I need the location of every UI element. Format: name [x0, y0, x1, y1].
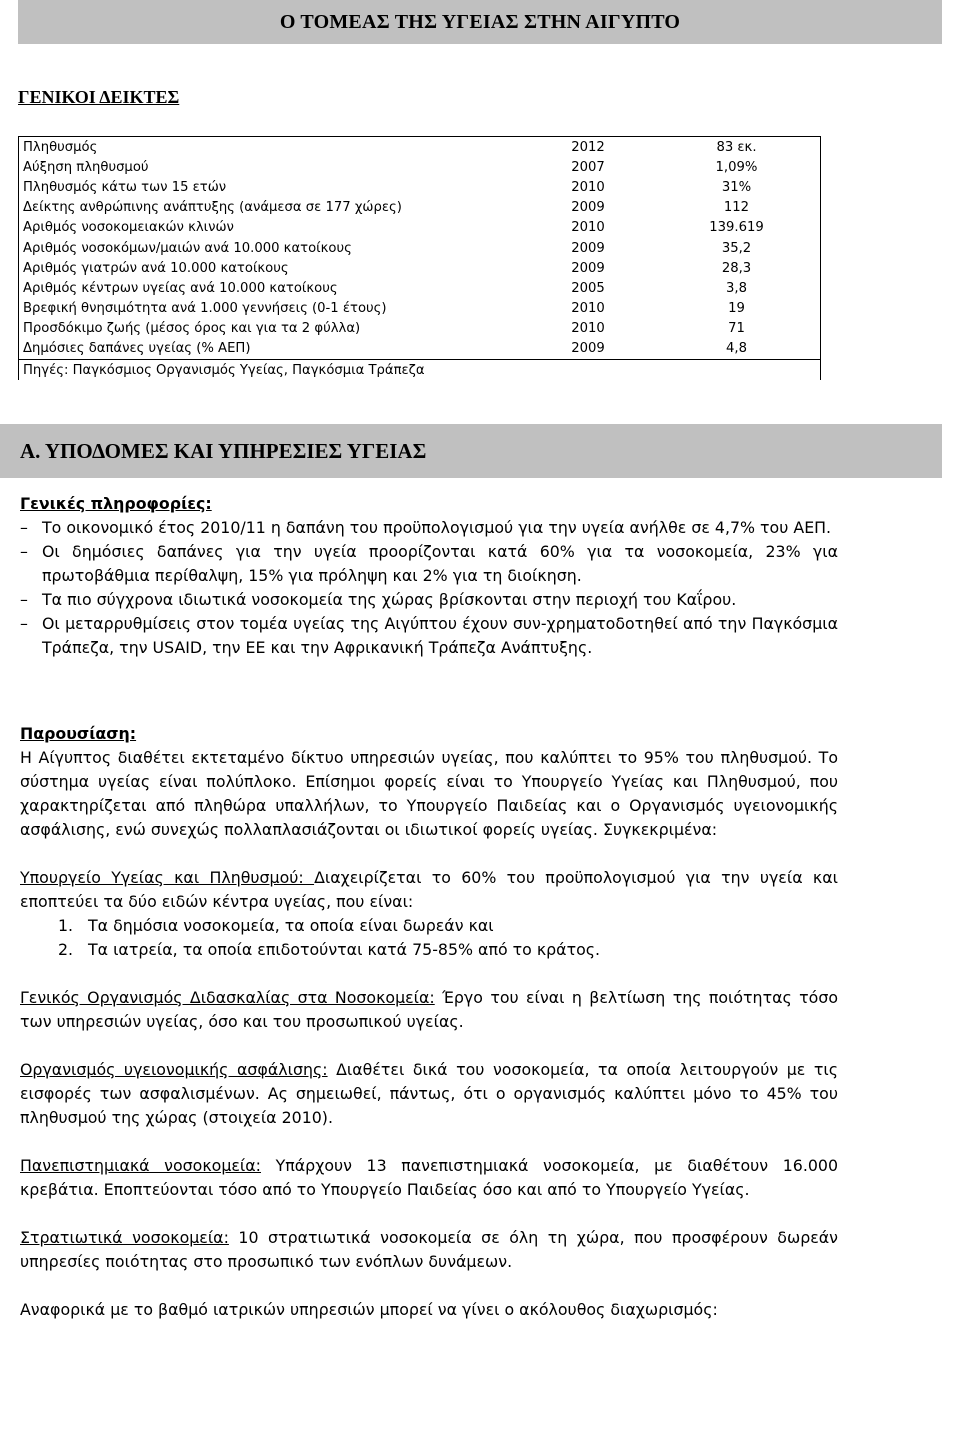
indicators-source: Πηγές: Παγκόσμιος Οργανισμός Υγείας, Παγκόσμια Τράπεζα	[19, 359, 820, 380]
general-info-subheading: Γενικές πληροφορίες:	[20, 494, 212, 513]
indicator-label: Αριθμός γιατρών ανά 10.000 κατοίκους	[23, 260, 289, 276]
list-item-text: Τα ιατρεία, τα οποία επιδοτούνται κατά 75-85% από το κράτος.	[88, 940, 601, 959]
section-a-band	[0, 424, 942, 478]
indicator-label: Αριθμός κέντρων υγείας ανά 10.000 κατοίκους	[23, 280, 338, 296]
list-item	[20, 540, 838, 588]
ministry-text: Διαχειρίζεται το 60% του προϋπολογισμού για την υγεία και εποπτεύει τα δύο ειδών κέντρα υγείας, που είναι:	[20, 868, 838, 911]
presentation-paragraph: Η Αίγυπτος διαθέτει εκτεταμένο δίκτυο υπηρεσιών υγείας, που καλύπτει το 95% του πληθυσμού. Το σύστημα υγείας είναι πολύπλοκο. Επίσημοι φορείς είναι το Υπουργείο Υγείας και Πληθυσμού, που χαρακτηρίζεται από πληθώρα υπαλλήλων, το Υπουργείο Παιδείας και ο Οργανισμός υγειονομικής ασφάλισης, ενώ συνεχώς πολλαπλασιάζονται οι ιδιωτικοί φορείς υγείας. Συγκεκριμένα:	[20, 748, 838, 839]
indicator-year: 2009	[571, 200, 605, 216]
general-info-list	[20, 516, 838, 660]
title-bar	[18, 0, 942, 44]
indicator-row-public-health-spending	[19, 339, 820, 359]
list-item	[20, 516, 838, 540]
indicator-row-hospital-beds	[19, 218, 820, 238]
ministry-label: Υπουργείο Υγείας και Πληθυσμού:	[20, 868, 315, 887]
list-number: 2.	[58, 940, 74, 959]
indicator-row-health-centres	[19, 278, 820, 298]
indicator-value: 3,8	[726, 280, 747, 296]
indicator-row-nurses	[19, 238, 820, 258]
dash-bullet: –	[20, 590, 28, 609]
indicator-year: 2010	[571, 220, 605, 236]
dash-bullet: –	[20, 518, 28, 537]
indicator-row-doctors	[19, 258, 820, 278]
general-indicators-heading: ΓΕΝΙΚΟΙ ΔΕΙΚΤΕΣ	[18, 87, 180, 107]
dash-bullet: –	[20, 614, 28, 633]
teaching-label: Γενικός Οργανισμός Διδασκαλίας στα Νοσοκομεία:	[20, 988, 435, 1007]
indicator-value: 71	[728, 321, 745, 337]
indicator-label: Δημόσιες δαπάνες υγείας (% ΑΕΠ)	[23, 341, 251, 357]
section-a-content	[20, 492, 838, 1322]
indicator-year: 2009	[571, 260, 605, 276]
indicator-value: 139.619	[709, 220, 764, 236]
indicator-label: Πληθυσμός	[23, 139, 98, 155]
indicator-value: 1,09%	[715, 159, 758, 175]
indicator-value: 35,2	[721, 240, 752, 256]
military-paragraph	[20, 1226, 838, 1274]
bullet-text: Το οικονομικό έτος 2010/11 η δαπάνη του προϋπολογισμού για την υγεία ανήλθε σε 4,7% του ΑΕΠ.	[42, 518, 832, 537]
indicator-value: 31%	[721, 179, 752, 195]
university-label: Πανεπιστημιακά νοσοκομεία:	[20, 1156, 261, 1175]
list-item	[20, 588, 838, 612]
military-label: Στρατιωτικά νοσοκομεία:	[20, 1228, 229, 1247]
indicator-year: 2010	[571, 321, 605, 337]
indicator-value: 83 εκ.	[716, 139, 757, 155]
indicator-label: Αύξηση πληθυσμού	[23, 159, 149, 175]
indicators-table	[18, 136, 821, 380]
ministry-paragraph	[20, 866, 838, 914]
indicator-year: 2007	[571, 159, 605, 175]
list-item	[58, 938, 838, 962]
indicator-label: Δείκτης ανθρώπινης ανάπτυξης (ανάμεσα σε 177 χώρες)	[23, 200, 402, 216]
insurance-text: Διαθέτει δικά του νοσοκομεία, τα οποία λειτουργούν με τις εισφορές των ασφαλισμένων. Ας σημειωθεί, πάντως, ότι ο οργανισμός καλύπτει μόνο το 45% του πληθυσμού της χώρας (στοιχεία 2010).	[20, 1060, 838, 1127]
indicator-year: 2009	[571, 341, 605, 357]
indicator-value: 4,8	[726, 341, 747, 357]
insurance-label: Οργανισμός υγειονομικής ασφάλισης:	[20, 1060, 328, 1079]
university-paragraph	[20, 1154, 838, 1202]
list-item	[58, 914, 838, 938]
military-text: 10 στρατιωτικά νοσοκομεία σε όλη τη χώρα, που προσφέρουν δωρεάν υπηρεσίες ποιότητας στο προσωπικό των ενόπλων δυνάμεων.	[20, 1228, 838, 1271]
indicator-label: Προσδόκιμο ζωής (μέσος όρος και για τα 2 φύλλα)	[23, 321, 361, 337]
bullet-text: Οι μεταρρυθμίσεις στον τομέα υγείας της Αιγύπτου έχουν συν-χρηματοδοτηθεί από την Παγκόσμια Τράπεζα, την USAID, την ΕΕ και την Αφρικανική Τράπεζα Ανάπτυξης.	[42, 614, 838, 657]
indicator-row-hdi	[19, 198, 820, 218]
indicator-value: 112	[723, 200, 750, 216]
indicator-year: 2009	[571, 240, 605, 256]
list-number: 1.	[58, 916, 74, 935]
indicator-year: 2005	[571, 280, 605, 296]
closing-paragraph: Αναφορικά με το βαθμό ιατρικών υπηρεσιών μπορεί να γίνει ο ακόλουθος διαχωρισμός:	[20, 1300, 718, 1319]
list-item-text: Τα δημόσια νοσοκομεία, τα οποία είναι δωρεάν και	[88, 916, 494, 935]
document-title: Ο ΤΟΜΕΑΣ ΤΗΣ ΥΓΕΙΑΣ ΣΤΗΝ ΑΙΓΥΠΤΟ	[279, 10, 681, 33]
teaching-paragraph	[20, 986, 838, 1034]
indicator-row-population-growth	[19, 157, 820, 177]
indicator-value: 28,3	[721, 260, 752, 276]
university-text: Υπάρχουν 13 πανεπιστημιακά νοσοκομεία, με διαθέτουν 16.000 κρεβάτια. Εποπτεύονται τόσο από το Υπουργείο Παιδείας όσο και από το Υπουργείο Υγείας.	[20, 1156, 838, 1199]
indicator-year: 2010	[571, 179, 605, 195]
bullet-text: Τα πιο σύγχρονα ιδιωτικά νοσοκομεία της χώρας βρίσκονται στην περιοχή του Καΐρου.	[42, 590, 737, 609]
indicator-row-population	[19, 137, 820, 157]
section-a-heading: Α. ΥΠΟΔΟΜΕΣ ΚΑΙ ΥΠΗΡΕΣΙΕΣ ΥΓΕΙΑΣ	[20, 438, 427, 463]
indicator-year: 2012	[571, 139, 605, 155]
presentation-subheading: Παρουσίαση:	[20, 724, 137, 743]
indicator-year: 2010	[571, 301, 605, 317]
bullet-text: Οι δημόσιες δαπάνες για την υγεία προορίζονται κατά 60% για τα νοσοκομεία, 23% για πρωτοβάθμια περίθαλψη, 15% για πρόληψη και 2% για τη διοίκηση.	[42, 542, 838, 585]
indicator-label: Πληθυσμός κάτω των 15 ετών	[23, 179, 227, 195]
indicator-value: 19	[728, 301, 745, 317]
list-item	[20, 612, 838, 660]
ministry-centres-list	[20, 914, 838, 962]
indicator-row-under-15	[19, 177, 820, 197]
dash-bullet: –	[20, 542, 28, 561]
teaching-text: Έργο του είναι η βελτίωση της ποιότητας τόσο των υπηρεσιών υγείας, όσο και του προσωπικού υγείας.	[20, 988, 838, 1031]
indicator-label: Αριθμός νοσοκόμων/μαιών ανά 10.000 κατοίκους	[23, 240, 352, 256]
indicator-row-infant-mortality	[19, 299, 820, 319]
indicator-label: Αριθμός νοσοκομειακών κλινών	[23, 220, 234, 236]
indicator-row-life-expectancy	[19, 319, 820, 339]
indicator-label: Βρεφική θνησιμότητα ανά 1.000 γεννήσεις (0-1 έτους)	[23, 301, 387, 317]
insurance-paragraph	[20, 1058, 838, 1130]
